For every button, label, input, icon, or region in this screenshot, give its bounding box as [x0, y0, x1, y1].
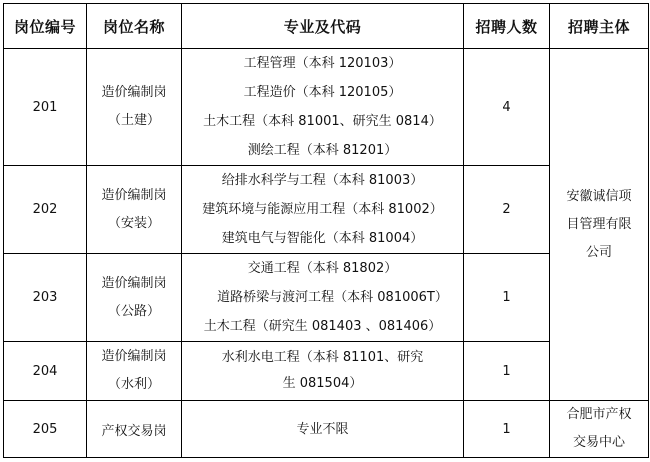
headcount: 1 [464, 401, 550, 458]
employer-name-line: 目管理有限 [566, 216, 632, 232]
position-code: 205 [4, 401, 87, 458]
major-item: 给排水科学与工程（本科 81003） [221, 173, 424, 188]
position-name-subtype: （安装） [107, 215, 160, 231]
position-code: 201 [4, 49, 87, 166]
header-employer: 招聘主体 [550, 4, 649, 49]
major-list [182, 254, 464, 342]
position-code: 203 [4, 254, 87, 342]
position-name-line: 造价编制岗 [101, 85, 167, 100]
position-name-line: 造价编制岗 [101, 275, 167, 291]
table-header-row [4, 4, 649, 49]
position-name-line: 造价编制岗 [101, 187, 167, 203]
headcount: 2 [464, 166, 550, 254]
major-item: 土木工程（本科 81001、研究生 0814） [203, 114, 442, 129]
major-item: 工程管理（本科 120103） [243, 56, 402, 71]
position-name [87, 49, 182, 166]
recruitment-table [3, 3, 649, 458]
major-item: 土木工程（研究生 081403 、081406） [203, 319, 442, 334]
employer-name-line: 安徽诚信项 [566, 188, 632, 204]
headcount: 1 [464, 342, 550, 401]
major-item: 道路桥梁与渡河工程（本科 081006T） [217, 290, 448, 305]
position-code: 202 [4, 166, 87, 254]
employer-name-line: 公司 [585, 244, 612, 260]
header-headcount: 招聘人数 [464, 4, 550, 49]
headcount: 4 [464, 49, 550, 166]
major-list [182, 401, 464, 458]
major-item: 测绘工程（本科 81201） [247, 143, 398, 158]
employer-cell [550, 401, 649, 458]
position-name-line: 产权交易岗 [101, 423, 167, 439]
major-list [182, 342, 464, 401]
table-row [4, 401, 649, 458]
major-item: 专业不限 [296, 421, 349, 437]
header-position-name: 岗位名称 [87, 4, 182, 49]
position-name [87, 342, 182, 401]
position-code: 204 [4, 342, 87, 401]
major-item: 建筑电气与智能化（本科 81004） [221, 231, 424, 246]
table-row [4, 49, 649, 166]
employer-cell [550, 49, 649, 401]
employer-name-line: 合肥市产权 [566, 407, 632, 422]
header-position-code: 岗位编号 [4, 4, 87, 49]
position-name-subtype: （水利） [107, 377, 160, 392]
major-list [182, 166, 464, 254]
headcount: 1 [464, 254, 550, 342]
major-item: 工程造价（本科 120105） [243, 85, 402, 100]
position-name [87, 254, 182, 342]
major-item: 水利水电工程（本科 81101、研究生 081504） [221, 350, 424, 391]
position-name [87, 166, 182, 254]
employer-name-line: 交易中心 [572, 435, 625, 450]
position-name-line: 造价编制岗 [101, 349, 167, 364]
major-item: 交通工程（本科 81802） [247, 261, 398, 276]
position-name-subtype: （公路） [107, 303, 160, 319]
position-name-subtype: （土建） [107, 113, 160, 128]
major-item: 建筑环境与能源应用工程（本科 81002） [202, 202, 443, 217]
major-list [182, 49, 464, 166]
position-name [87, 401, 182, 458]
header-major-and-code: 专业及代码 [182, 4, 464, 49]
